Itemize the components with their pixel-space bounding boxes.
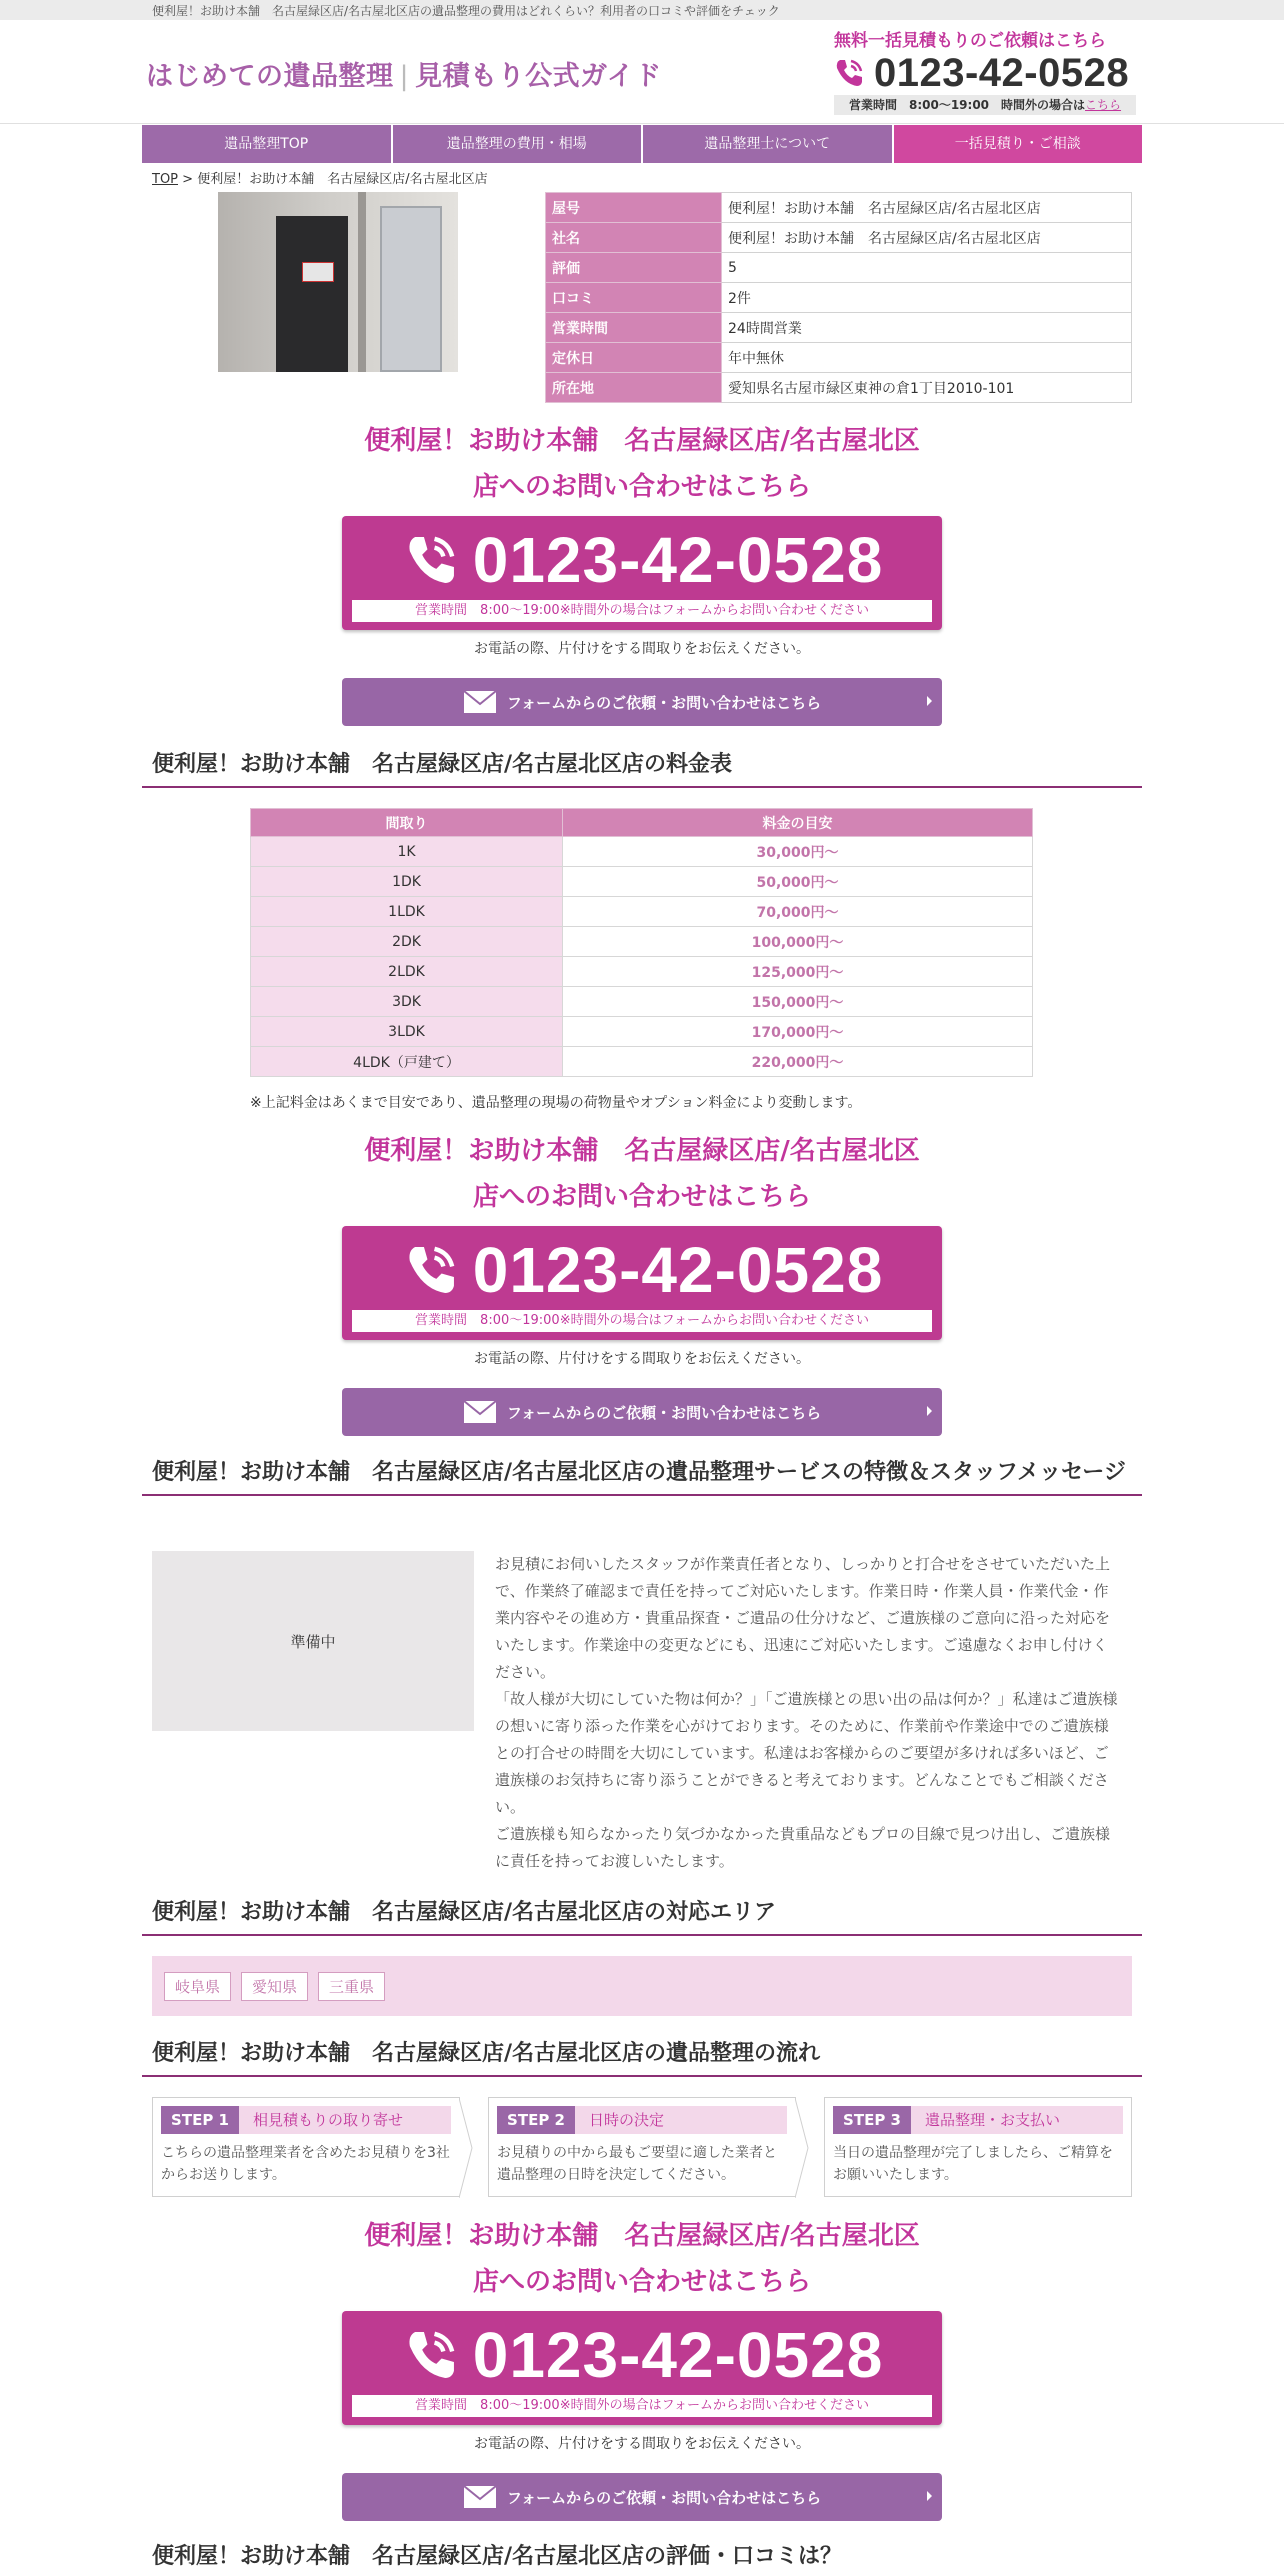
header-phone-number: 0123-42-0528 [874,50,1130,95]
cta-title-line2: 店へのお問い合わせはこちら [472,1182,811,1212]
nav-item-specialist[interactable]: 遺品整理士について [643,125,894,163]
table-row [546,283,1132,313]
main-nav [142,125,1142,163]
table-row [546,223,1132,253]
cta-note: お電話の際、片付けをする間取りをお伝えください。 [474,1351,810,1367]
step-label: STEP 3 [833,2106,911,2134]
breadcrumb [152,168,488,187]
cta-note: お電話の際、片付けをする間取りをお伝えください。 [474,641,810,657]
features-heading: 便利屋！お助け本舗 名古屋緑区店/名古屋北区店の遺品整理サービスの特徴＆スタッフメッセージ [142,1456,1142,1496]
feature-image-placeholder: 準備中 [152,1551,474,1731]
info-label: 定休日 [546,343,722,373]
top-bar-text: 便利屋！お助け本舗 名古屋緑区店/名古屋北区店の遺品整理の費用はどれくらい？利用者の口コミや評価をチェック [152,4,780,18]
step-title: 相見積もりの取り寄せ [253,2111,404,2129]
cta-phone-button[interactable] [342,1226,942,1340]
chevron-right-icon [795,2098,809,2198]
price-room: 4LDK（戸建て） [251,1047,563,1077]
info-label: 屋号 [546,193,722,223]
header-hours-text: 営業時間 8:00～19:00 時間外の場合は [848,98,1086,112]
price-note: ※上記料金はあくまで目安であり、遺品整理の現場の荷物量やオプション料金により変動します。 [250,1095,862,1111]
price-fee: 50,000円～ [563,867,1033,897]
table-row [546,373,1132,403]
feature-text [495,1551,1120,1875]
chevron-right-icon [459,2098,473,2198]
price-fee: 125,000円～ [563,957,1033,987]
price-room: 3LDK [251,1017,563,1047]
price-fee: 30,000円～ [563,837,1033,867]
price-fee: 70,000円～ [563,897,1033,927]
mail-icon [463,2485,497,2509]
table-row [251,957,1033,987]
cta-phone-row [342,1230,942,1310]
photo-pipe [358,192,366,372]
price-fee: 170,000円～ [563,1017,1033,1047]
info-label: 評価 [546,253,722,283]
flow-heading: 便利屋！お助け本舗 名古屋緑区店/名古屋北区店の遺品整理の流れ [142,2037,1142,2077]
shop-info-table [545,192,1132,403]
nav-item-estimate[interactable]: 一括見積り・ご相談 [894,125,1143,163]
cta-title-line1: 便利屋！お助け本舗 名古屋緑区店/名古屋北区 [364,1136,920,1166]
area-tag-mie[interactable]: 三重県 [318,1972,385,2001]
arrow-right-icon [927,2491,932,2501]
table-row [546,313,1132,343]
site-title-separator: | [399,61,410,92]
step-head [161,2106,451,2134]
header-hours [834,95,1136,115]
breadcrumb-separator: > [178,172,198,187]
cta-phone-row [342,2315,942,2395]
contact-cta [342,2213,942,2521]
price-heading: 便利屋！お助け本舗 名古屋緑区店/名古屋北区店の料金表 [142,748,1142,788]
breadcrumb-top-link[interactable]: TOP [152,172,179,187]
table-row [251,897,1033,927]
step-title: 日時の決定 [589,2111,665,2129]
price-fee: 220,000円～ [563,1047,1033,1077]
price-room: 1LDK [251,897,563,927]
info-label: 所在地 [546,373,722,403]
flow-step [488,2097,796,2197]
step-label: STEP 1 [161,2106,239,2134]
step-head [833,2106,1123,2134]
phone-icon [401,2325,461,2385]
cta-phone-row [342,520,942,600]
feature-paragraph: お見積にお伺いしたスタッフが作業責任者となり、しっかりと打合せをさせていただいた上で、作業終了確認まで責任を持ってご対応いたします。作業日時・作業人員・作業代金・作業内容やその進め方・貴重品探査・ご遺品の仕分けなど、ご遺族様のご意向に沿った対応をいたします。作業途中の変更などにも、迅速にご対応いたします。ご遠慮なくお申し付けください。 [495,1555,1111,1681]
contact-form-button[interactable] [342,678,942,726]
feature-paragraph: 「故人様が大切にしていた物は何か？」「ご遺族様との思い出の品は何か？」私達はご遺族様の想いに寄り添った作業を心がけております。そのために、作業前や作業途中でのご遺族様との打合せの時間を大切にしています。私達はお客様からのご要望が多ければ多いほど、ご遺族様のお気持ちに寄り添うことができると考えております。どんなことでもご相談ください。 [495,1690,1118,1816]
mail-icon [463,690,497,714]
contact-cta [342,1128,942,1436]
table-row [546,253,1132,283]
phone-icon [401,530,461,590]
header-hours-link[interactable]: こちら [1085,98,1122,112]
photo-door-light [380,206,442,372]
table-row [251,1047,1033,1077]
info-value: 24時間営業 [722,313,1132,343]
mail-icon [463,1400,497,1424]
step-desc: お見積りの中から最もご要望に適した業者と遺品整理の日時を決定してください。 [497,2145,777,2183]
cta-title-line1: 便利屋！お助け本舗 名古屋緑区店/名古屋北区 [364,426,920,456]
cta-title-line2: 店へのお問い合わせはこちら [472,472,811,502]
step-desc: こちらの遺品整理業者を含めたお見積りを3社からお送りします。 [161,2145,450,2183]
info-value: 便利屋！お助け本舗 名古屋緑区店/名古屋北区店 [722,223,1132,253]
cta-note: お電話の際、片付けをする間取りをお伝えください。 [474,2436,810,2452]
photo-door-dark [276,216,348,372]
info-label: 社名 [546,223,722,253]
header-phone[interactable] [832,50,1129,96]
site-title[interactable] [146,54,662,93]
flow-steps [152,2097,1132,2197]
table-row [251,1017,1033,1047]
price-room: 2DK [251,927,563,957]
arrow-right-icon [927,696,932,706]
price-table [250,808,1033,1077]
info-label: 口コミ [546,283,722,313]
cta-title-line2: 店へのお問い合わせはこちら [472,2267,811,2297]
feature-paragraph: ご遺族様も知らなかったり気づかなかった貴重品などもプロの目線で見つけ出し、ご遺族様に責任を持ってお渡しいたします。 [495,1825,1111,1870]
area-box [152,1956,1132,2016]
contact-form-button[interactable] [342,2473,942,2521]
cta-phone-number: 0123-42-0528 [472,2319,884,2391]
contact-form-button[interactable] [342,1388,942,1436]
area-heading: 便利屋！お助け本舗 名古屋緑区店/名古屋北区店の対応エリア [142,1896,1142,1936]
area-tag-aichi[interactable]: 愛知県 [241,1972,308,2001]
contact-form-label: フォームからのご依頼・お問い合わせはこちら [506,1403,822,1422]
contact-form-label: フォームからのご依頼・お問い合わせはこちら [506,693,822,712]
cta-phone-button[interactable] [342,516,942,630]
table-row [251,837,1033,867]
price-col-room: 間取り [251,809,563,837]
info-value: 5 [722,253,1132,283]
area-tag-gifu[interactable]: 岐阜県 [164,1972,231,2001]
shop-photo [218,192,458,372]
price-room: 1K [251,837,563,867]
site-title-part1: はじめての遺品整理 [146,61,394,92]
price-room: 3DK [251,987,563,1017]
cta-phone-number: 0123-42-0528 [472,1234,884,1306]
contact-cta [342,418,942,726]
flow-step [824,2097,1132,2197]
info-value: 愛知県名古屋市緑区東神の倉1丁目2010-101 [722,373,1132,403]
table-row [251,987,1033,1017]
site-title-part2: 見積もり公式ガイド [415,61,662,92]
free-estimate-text: 無料一括見積もりのご依頼はこちら [834,31,1106,51]
photo-sign [302,262,334,282]
info-value: 2件 [722,283,1132,313]
phone-icon [401,1240,461,1300]
price-fee: 100,000円～ [563,927,1033,957]
info-value: 年中無休 [722,343,1132,373]
breadcrumb-current: 便利屋！お助け本舗 名古屋緑区店/名古屋北区店 [197,172,488,187]
site-header [0,20,1284,124]
cta-hours: 営業時間 8:00～19:00※時間外の場合はフォームからお問い合わせください [352,2395,932,2417]
step-desc: 当日の遺品整理が完了しましたら、ご精算をお願いいたします。 [833,2145,1113,2183]
nav-item-top[interactable]: 遺品整理TOP [142,125,393,163]
arrow-right-icon [927,1406,932,1416]
cta-title-line1: 便利屋！お助け本舗 名古屋緑区店/名古屋北区 [364,2221,920,2251]
review-heading: 便利屋！お助け本舗 名古屋緑区店/名古屋北区店の評価・口コミは？ [142,2540,1142,2568]
price-col-fee: 料金の目安 [563,809,1033,837]
cta-phone-number: 0123-42-0528 [472,524,884,596]
step-title: 遺品整理・お支払い [925,2111,1061,2129]
table-row [251,867,1033,897]
price-fee: 150,000円～ [563,987,1033,1017]
nav-item-cost[interactable]: 遺品整理の費用・相場 [393,125,644,163]
step-head [497,2106,787,2134]
price-room: 2LDK [251,957,563,987]
step-label: STEP 2 [497,2106,575,2134]
price-room: 1DK [251,867,563,897]
info-label: 営業時間 [546,313,722,343]
top-bar [0,0,1284,20]
contact-form-label: フォームからのご依頼・お問い合わせはこちら [506,2488,822,2507]
cta-hours: 営業時間 8:00～19:00※時間外の場合はフォームからお問い合わせください [352,1310,932,1332]
flow-step [152,2097,460,2197]
table-row [546,193,1132,223]
info-value: 便利屋！お助け本舗 名古屋緑区店/名古屋北区店 [722,193,1132,223]
cta-hours: 営業時間 8:00～19:00※時間外の場合はフォームからお問い合わせください [352,600,932,622]
phone-icon [832,56,866,90]
cta-phone-button[interactable] [342,2311,942,2425]
table-row [251,927,1033,957]
table-header-row [251,809,1033,837]
table-row [546,343,1132,373]
